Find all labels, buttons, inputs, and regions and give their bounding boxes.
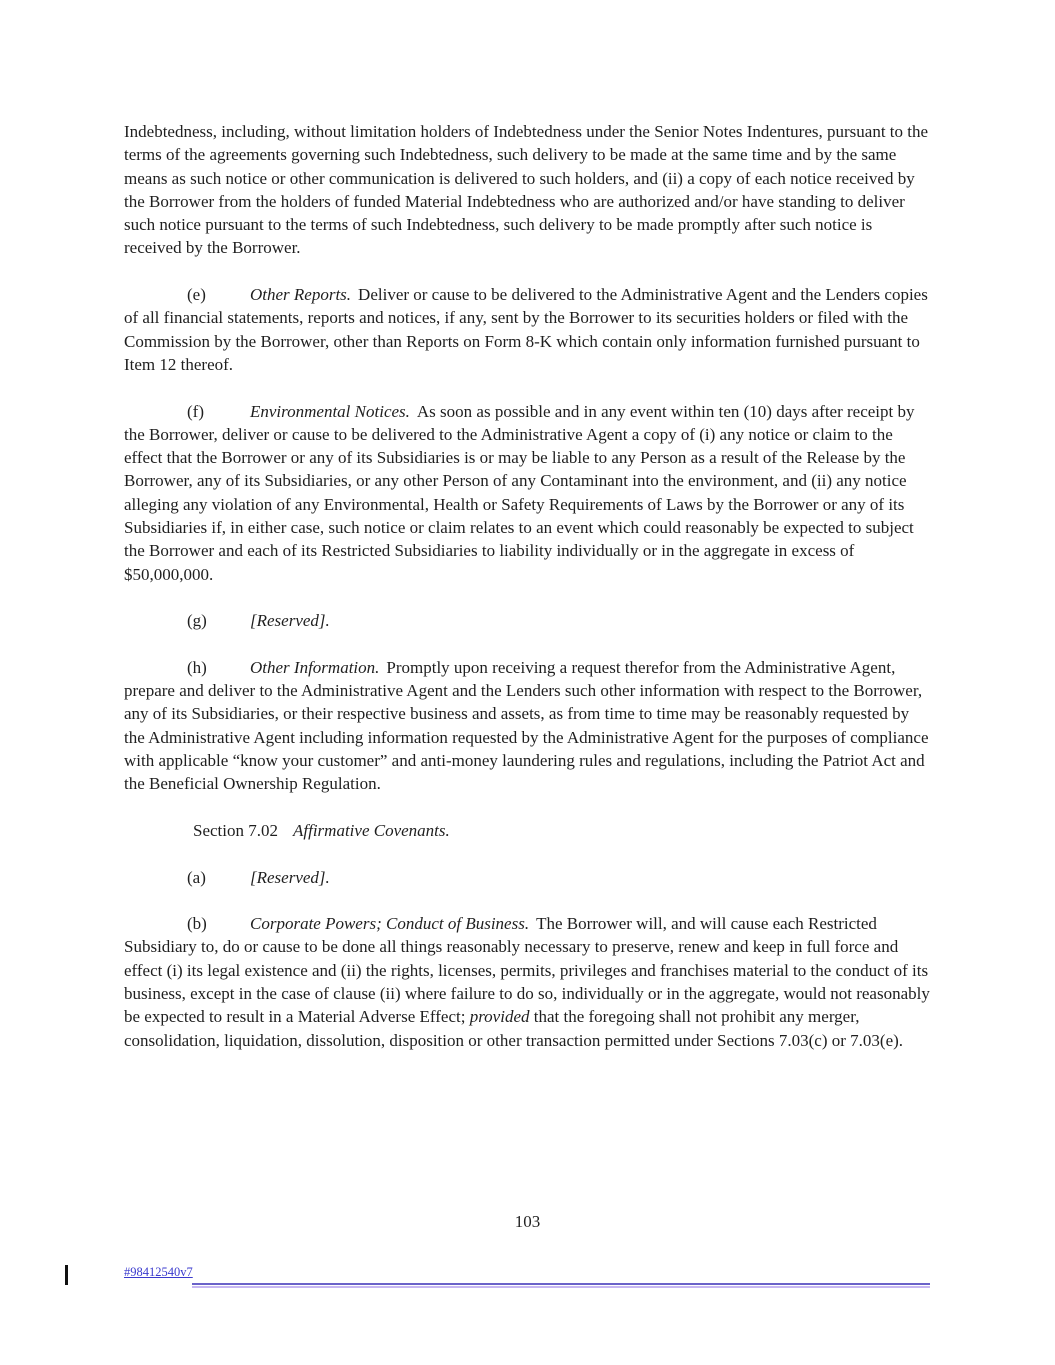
clause-heading: Other Information. xyxy=(250,657,380,677)
clause-label: (f) xyxy=(187,401,204,421)
clause-heading: [Reserved]. xyxy=(250,867,330,887)
clause-label: (g) xyxy=(187,611,207,631)
page-number: 103 xyxy=(514,1212,541,1231)
clause-h xyxy=(124,656,930,796)
clause-text: Promptly upon receiving a request therefor from the Administrative Agent, prepare and deliver to the Administrative Agent and the Lenders such other information with respect to the Borrower, any of its Subsidiaries, or their respective business and assets, as from time to time may be reasonably requested by the Administrative Agent including information requested by the Administrative Agent for the purposes of compliance with applicable “know your customer” and anti-money laundering rules and regulations, including the Patriot Act and the Beneficial Ownership Regulation. xyxy=(124,657,929,794)
section-title: Affirmative Covenants. xyxy=(293,820,450,840)
clause-b xyxy=(124,912,930,1052)
clause-text: that the foregoing shall not prohibit any merger, consolidation, liquidation, dissolution, disposition or other transaction permitted under Sections 7.03(c) or 7.03(e). xyxy=(124,1007,904,1050)
clause-text: Deliver or cause to be delivered to the Administrative Agent and the Lenders copies of all financial statements, reports and notices, if any, sent by the Borrower to its securities holders or filed with the Commission by the Borrower, other than Reports on Form 8-K which contain only information furnished pursuant to Item 12 thereof. xyxy=(124,285,928,374)
section-heading xyxy=(124,819,930,842)
clause-text: As soon as possible and in any event within ten (10) days after receipt by the Borrower, deliver or cause to be delivered to the Administrative Agent a copy of (i) any notice or claim to the effect that the Borrower or any of its Subsidiaries is or may be liable to any Person as a result of the Release by the Borrower, any of its Subsidiaries, or any other Person of any Contaminant into the environment, and (ii) any notice alleging any violation of any Environmental, Health or Safety Requirements of Laws by the Borrower or any of its Subsidiaries if, in either case, such notice or claim relates to an event which could reasonably be expected to subject the Borrower and each of its Restricted Subsidiaries to liability individually or in the aggregate in excess of $50,000,000. xyxy=(124,401,915,584)
paragraph-text: Indebtedness, including, without limitation holders of Indebtedness under the Senior Notes Indentures, pursuant to the terms of the agreements governing such Indebtedness, such delivery to be made at the same time and by the same means as such notice or other communication is delivered to such holders, and (ii) a copy of each notice received by the Borrower from the holders of funded Material Indebtedness who are authorized and/or have standing to deliver such notice pursuant to the terms of such Indebtedness, such delivery to be made promptly after such notice is received by the Borrower. xyxy=(124,122,929,258)
document-body xyxy=(124,120,930,1075)
clause-f xyxy=(124,400,930,586)
clause-text: The Borrower will, and will cause each Restricted Subsidiary to, do or cause to be done all things reasonably necessary to preserve, renew and keep in full force and effect (i) its legal existence and (ii) the rights, licenses, permits, privileges and franchises material to the conduct of its business, except in the case of clause (ii) where failure to do so, individually or in the aggregate, would not reasonably be expected to result in a Material Adverse Effect; xyxy=(124,914,930,1027)
clause-e xyxy=(124,283,930,376)
clause-heading: [Reserved]. xyxy=(250,611,330,631)
clause-g xyxy=(124,609,930,632)
footer-rule-light xyxy=(192,1286,930,1288)
section-number: Section 7.02 xyxy=(193,820,278,840)
clause-heading: Corporate Powers; Conduct of Business. xyxy=(250,914,530,934)
clause-a xyxy=(124,866,930,889)
clause-label: (e) xyxy=(187,285,206,305)
footer-rule-dark xyxy=(192,1283,930,1285)
clause-heading: Environmental Notices. xyxy=(250,401,410,421)
clause-text-italic: provided xyxy=(469,1007,530,1027)
change-bar xyxy=(65,1265,68,1285)
clause-heading: Other Reports. xyxy=(250,285,352,305)
clause-label: (h) xyxy=(187,657,207,677)
clause-label: (a) xyxy=(187,867,206,887)
clause-label: (b) xyxy=(187,914,207,934)
paragraph-continuation xyxy=(124,120,930,260)
document-reference-link[interactable]: #98412540v7 xyxy=(124,1265,193,1279)
